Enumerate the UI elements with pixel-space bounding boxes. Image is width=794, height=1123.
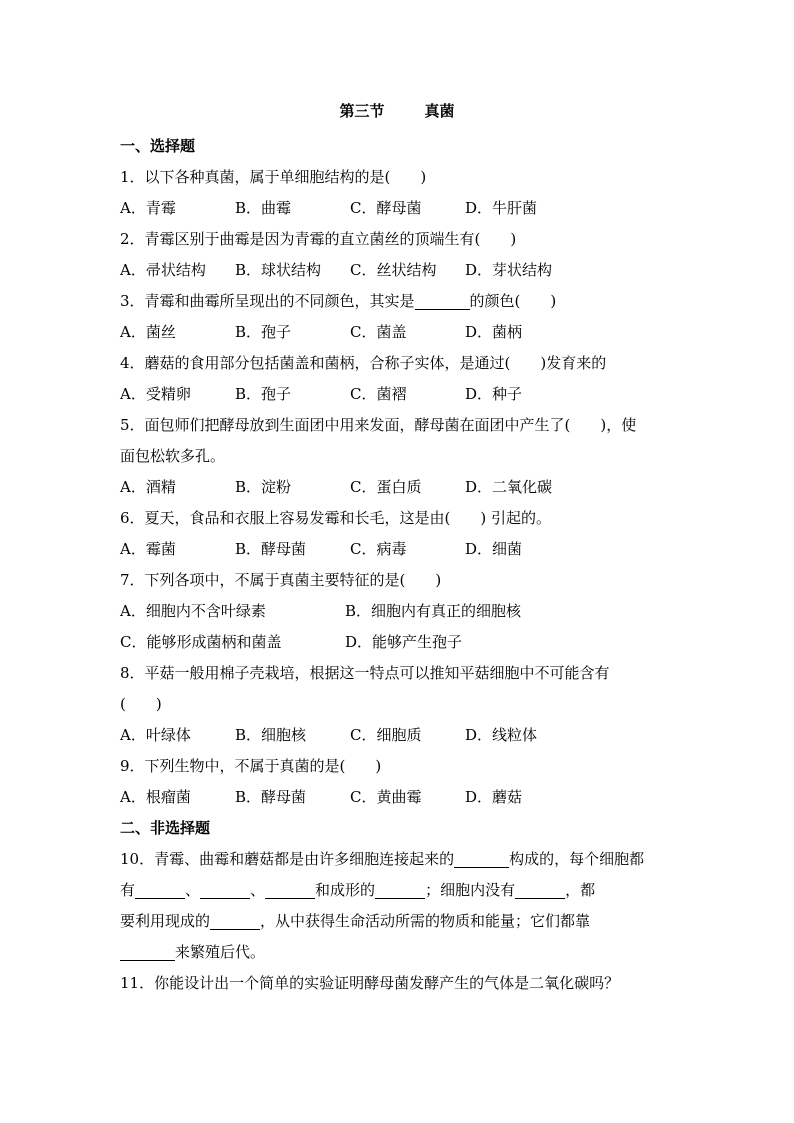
- question-1-stem: 1．以下各种真菌，属于单细胞结构的是( ): [120, 168, 427, 186]
- option-b: B．淀粉: [235, 478, 292, 496]
- option-a: A．受精卵: [120, 385, 191, 403]
- question-10-text: 要利用现成的: [120, 912, 211, 930]
- title-topic: 真菌: [424, 102, 455, 120]
- question-8-stem-line2: ( ): [120, 695, 162, 713]
- question-10-text: 有: [120, 881, 136, 899]
- option-d: D．芽状结构: [465, 261, 553, 279]
- question-3-stem-part2: 的颜色( ): [469, 292, 557, 310]
- option-a: A．菌丝: [120, 323, 176, 341]
- question-5-stem-line1: 5．面包师们把酵母放到生面团中用来发面，酵母菌在面团中产生了( )，使: [120, 416, 637, 434]
- question-10-text: ，从中获得生命活动所需的物质和能量；它们都靠: [260, 912, 591, 930]
- answer-blank: [135, 880, 185, 899]
- question-6-stem: 6．夏天，食品和衣服上容易发霉和长毛，这是由( ) 引起的。: [120, 509, 552, 527]
- question-10-line1: [120, 844, 680, 875]
- option-c: C．病毒: [350, 540, 407, 558]
- option-d: D．蘑菇: [465, 788, 523, 806]
- option-b: B．细胞内有真正的细胞核: [345, 602, 522, 620]
- question-5-options: [120, 472, 680, 503]
- option-a: A．青霉: [120, 199, 176, 217]
- question-3-stem: [120, 286, 680, 317]
- option-d: D．菌柄: [465, 323, 523, 341]
- answer-blank: [200, 880, 250, 899]
- question-2-options: [120, 255, 680, 286]
- question-4-stem: 4．蘑菇的食用部分包括菌盖和菌柄，合称子实体，是通过( )发育来的: [120, 354, 607, 372]
- option-b: B．酵母菌: [235, 540, 307, 558]
- option-a: A．叶绿体: [120, 726, 191, 744]
- option-a: A．根瘤菌: [120, 788, 191, 806]
- option-c: C．黄曲霉: [350, 788, 422, 806]
- answer-blank: [515, 880, 565, 899]
- question-8-stem-line1: 8．平菇一般用棉子壳栽培，根据这一特点可以推知平菇细胞中不可能含有: [120, 664, 610, 682]
- question-4-options: [120, 379, 680, 410]
- question-8-options: [120, 720, 680, 751]
- answer-blank: [120, 942, 175, 961]
- option-d: D．细菌: [465, 540, 523, 558]
- question-10-text: 构成的，每个细胞都: [509, 850, 645, 868]
- question-10-text: ；细胞内没有: [425, 881, 516, 899]
- option-a: A．细胞内不含叶绿素: [120, 602, 266, 620]
- option-b: B．孢子: [235, 385, 292, 403]
- option-d: D．能够产生孢子: [345, 633, 463, 651]
- title-section: 第三节: [339, 102, 385, 120]
- answer-blank: [265, 880, 315, 899]
- option-d: D．二氧化碳: [465, 478, 553, 496]
- question-6-options: [120, 534, 680, 565]
- question-9-stem: 9．下列生物中，不属于真菌的是( ): [120, 757, 382, 775]
- question-9-options: [120, 782, 680, 813]
- question-10-text: 、: [185, 881, 201, 899]
- question-10-text: 来繁殖后代。: [175, 943, 266, 961]
- answer-blank: [375, 880, 425, 899]
- option-b: B．酵母菌: [235, 788, 307, 806]
- worksheet-content: [120, 131, 680, 999]
- question-3-stem-part1: 3．青霉和曲霉所呈现出的不同颜色，其实是: [120, 292, 415, 310]
- section-heading-choice: 一、选择题: [120, 137, 196, 155]
- question-10-text: 、: [250, 881, 266, 899]
- answer-blank: [415, 291, 470, 310]
- question-7-options-row1: [120, 596, 680, 627]
- question-5-stem-line2: 面包松软多孔。: [120, 447, 226, 465]
- question-1-options: [120, 193, 680, 224]
- option-a: A．霉菌: [120, 540, 176, 558]
- question-10-line2: [120, 875, 680, 906]
- option-b: B．球状结构: [235, 261, 322, 279]
- answer-blank: [454, 849, 509, 868]
- question-10-line4: [120, 937, 680, 968]
- question-10-text: 10．青霉、曲霉和蘑菇都是由许多细胞连接起来的: [120, 850, 455, 868]
- option-d: D．牛肝菌: [465, 199, 538, 217]
- question-10-line3: [120, 906, 680, 937]
- question-10-text: ，都: [565, 881, 596, 899]
- option-c: C．蛋白质: [350, 478, 422, 496]
- option-a: A．酒精: [120, 478, 176, 496]
- question-11-stem: 11．你能设计出一个简单的实验证明酵母菌发酵产生的气体是二氧化碳吗？: [120, 974, 620, 992]
- option-d: D．线粒体: [465, 726, 538, 744]
- question-10-text: 和成形的: [315, 881, 376, 899]
- option-b: B．曲霉: [235, 199, 292, 217]
- question-2-stem: 2．青霉区别于曲霉是因为青霉的直立菌丝的顶端生有( ): [120, 230, 517, 248]
- option-a: A．帚状结构: [120, 261, 206, 279]
- option-d: D．种子: [465, 385, 523, 403]
- answer-blank: [210, 911, 260, 930]
- option-c: C．丝状结构: [350, 261, 437, 279]
- option-b: B．细胞核: [235, 726, 307, 744]
- option-c: C．菌褶: [350, 385, 407, 403]
- question-7-stem: 7．下列各项中，不属于真菌主要特征的是( ): [120, 571, 442, 589]
- option-c: C．能够形成菌柄和菌盖: [120, 633, 282, 651]
- option-c: C．菌盖: [350, 323, 407, 341]
- section-heading-nonchoice: 二、非选择题: [120, 819, 211, 837]
- option-c: C．酵母菌: [350, 199, 422, 217]
- question-7-options-row2: [120, 627, 680, 658]
- page-title: [0, 100, 794, 121]
- option-b: B．孢子: [235, 323, 292, 341]
- question-3-options: [120, 317, 680, 348]
- option-c: C．细胞质: [350, 726, 422, 744]
